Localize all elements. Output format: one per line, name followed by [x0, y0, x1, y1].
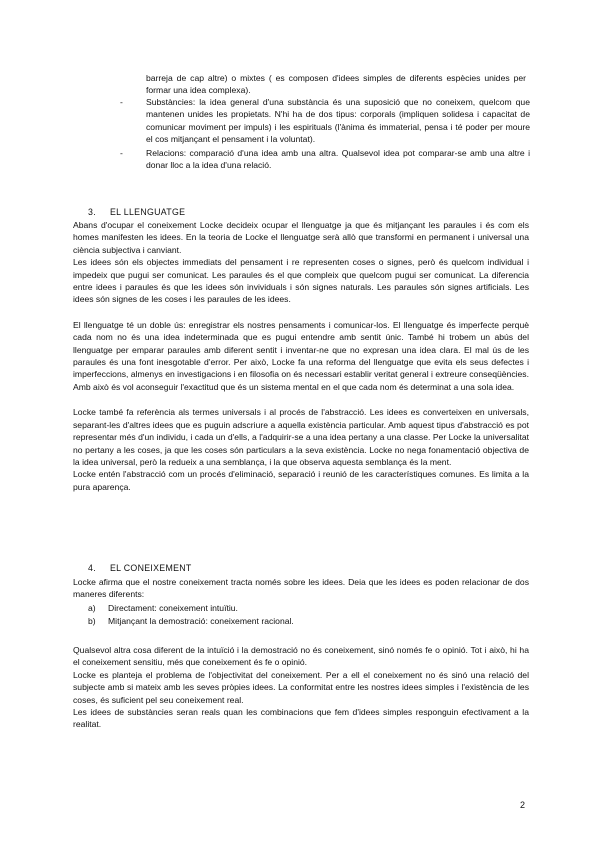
- section-heading-llenguatge: 3. EL LLENGUATGE: [88, 207, 186, 217]
- knowledge-types-list: [88, 602, 294, 628]
- paragraph: Les idees són els objectes immediats del pensament i re representen coses o signes, però és quelcom individual i impedeix que pugui ser comunicat. Les paraules és el que compleix que quelcom pugui ser comunicat. La diferencia entre idees i paraules és que les idees són invividuals i són signes naturals. Les paraules són signes artificials. Les idees són signes de les coses i les paraules de les idees.: [73, 257, 529, 305]
- list-item: - Relacions: comparació d'una idea amb una altra. Qualsevol idea pot comparar-se amb una altre i donar lloc a la idea d'una relació.: [120, 147, 530, 171]
- list-item: b) Mitjançant la demostració: coneixement racional.: [88, 616, 294, 626]
- paragraph: Locke afirma que el nostre coneixement tracta només sobre les idees. Deia que les idees es poden relacionar de dos maneres diferents:: [73, 577, 529, 600]
- section-body-coneixement: [73, 644, 529, 731]
- section-body-llenguatge: [73, 219, 529, 493]
- paragraph: Les idees de substàncies seran reals quan les combinacions que fem d'idees simples responguin efectivament a la realitat.: [73, 707, 529, 730]
- paragraph: El llenguatge té un doble ús: enregistrar els nostres pensaments i comunicar-los. El llenguatge és imperfecte perquè cada nom no és una idea indeterminada que es pugui entendre amb sentit únic. També hi trobem un abús del llenguatge per emparar paraules amb diferent sentit i inventar-ne que no expresan una idea clara. El mal ús de les paraules és una font inesgotable d'error. Per això, Locke fa una reforma del llenguatge que evita els seus defectes i imperfeccions, almenys en investigacions i en filosofia on és necessari establir veritat general i extreure conseqüències. Amb això és vol aconseguir l'exactitud que és un sistema mental en el que cada nom és determinat a una sola idea.: [73, 319, 529, 392]
- continuation-text: barreja de cap altre) o mixtes ( es composen d'idees simples de diferents espècies unides per formar una idea complexa).: [146, 73, 526, 96]
- paragraph: Abans d'ocupar el coneixement Locke decideix ocupar el llenguatge ja que és mitjançant les paraules i és com els homes manifesten les idees. En la teoria de Locke el llenguatge serà allò que transformi en permanent i universal una ciència subjectiva i canviant.: [73, 220, 529, 255]
- section-intro-coneixement: [73, 576, 529, 601]
- paragraph: Locke també fa referència als termes universals i al procés de l'abstracció. Les idees es converteixen en universals, separant-les d'altres idees que es puguin adscriure a aquella existència particular. Amb aquest tipus d'abstracció es pot representar més d'un individu, i cada un d'ells, a l'adquirir-se a una idea pertany a una classe. Per Locke la universalitat no pertany a les coses, ja que les coses són particulars a la seva existència. Locke no nega fonamentació objectiva de la idea universal, però la redueix a una semblança, i la que observa aquesta semblança és la ment.: [73, 407, 529, 467]
- paragraph: Qualsevol altra cosa diferent de la intuïció i la demostració no és coneixement, sinó només fe o opinió. Tot i això, hi ha el coneixement sensitiu, més que coneixement és fe o opinió.: [73, 645, 529, 668]
- paragraph: Locke es planteja el problema de l'objectivitat del coneixement. Per a ell el coneixement no és sinó una relació del subjecte amb si mateix amb les seves pròpies idees. La conformitat entre les nostres idees simples i l'existència de les coses, és suficient pel seu coneixement real.: [73, 669, 529, 705]
- page-number: 2: [520, 800, 526, 810]
- bullet-list: [120, 96, 530, 172]
- list-item: - Substàncies: la idea general d'una substància és una suposició que no coneixem, quelcom que mantenen unides les propietats. N'hi ha de dos tipus: corporals (impliquen solidesa i capacitat de comunicar moviment per impuls) i les espirituals (l'ànima és immaterial, pensa i té poder per moure el cos mitjançant el pensament i la voluntat).: [120, 97, 530, 145]
- list-item: a) Directament: coneixement intuïtiu.: [88, 603, 238, 613]
- paragraph: Locke entén l'abstracció com un procés d'eliminació, separació i reunió de les característiques comunes. Es limita a la pura aparença.: [73, 469, 529, 492]
- section-heading-coneixement: 4. EL CONEIXEMENT: [88, 563, 192, 573]
